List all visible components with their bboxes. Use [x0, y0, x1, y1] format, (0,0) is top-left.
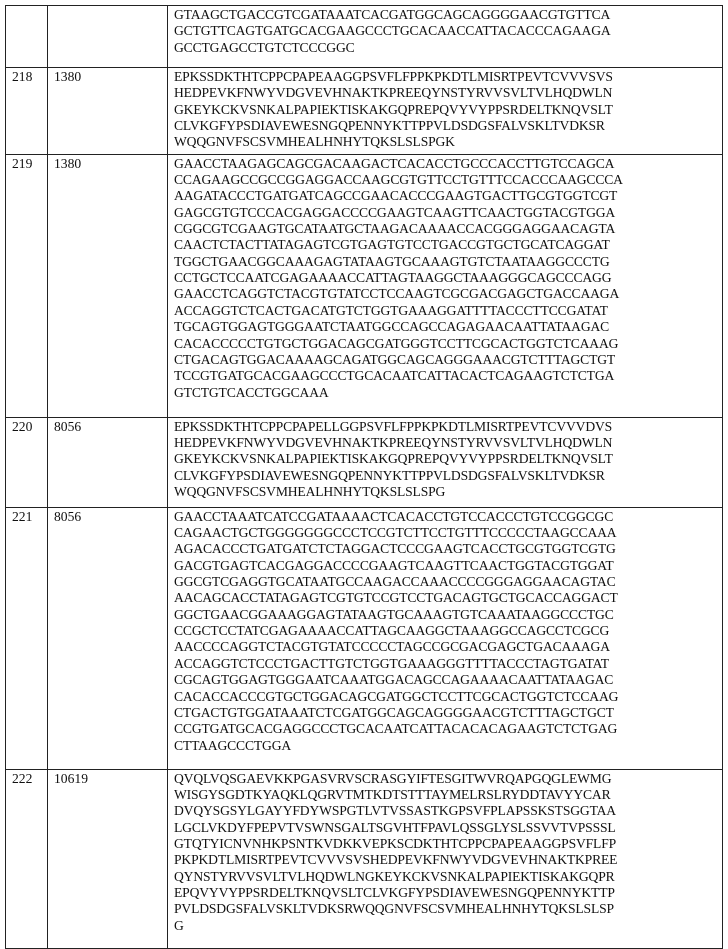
sequence-line: GAACCTCAGGTCTACGTGTATCCTCCAAGTCGCGACGAGCTGACCAAGA	[174, 286, 620, 302]
number-cell: 1380	[48, 154, 168, 417]
sequence-line: GAGCGTGTCCCACGAGGACCCCGAAGTCAAGTTCAACTGGTACGTGGA	[174, 204, 616, 220]
sequence-line: WISGYSGDTKYAQKLQGRVTMTKDTSTTTAYMELRSLRYDDTAVYYCAR	[174, 787, 611, 803]
sequence-cell	[168, 68, 723, 155]
sequence-line: CCAGAAGCCGCCGGAGGACCAAGCGTGTTCCTGTTTCCACCCAAGCCCA	[174, 172, 623, 188]
sequence-line: QVQLVQSGAEVKKPGASVRVSCRASGYIFTESGITWVRQAPGQGLEWMG	[174, 770, 612, 786]
sequence-line: QYNSTYRVVSVLTVLHQDWLNGKEYKCKVSNKALPAPIEKTISKAKGQPR	[174, 868, 615, 884]
sequence-line: GTQTYICNVNHKPSNTKVDKKVEPKSCDKTHTCPPCPAPEAAGGPSVFLFP	[174, 836, 617, 852]
number-cell: 10619	[48, 769, 168, 948]
sequence-line: GCTGTTCAGTGATGCACGAAGCCCTGCACAACCATTACACCCAGAAGA	[174, 23, 611, 39]
sequence-cell	[168, 154, 723, 417]
sequence-line: G	[174, 917, 184, 933]
table-row	[6, 68, 723, 155]
sequence-line: CACACCACCCGTGCTGGACAGCGATGGCTCCTTCGCACTGGTCTCCAAG	[174, 688, 619, 704]
sequence-line: CGCAGTGGAGTGGGAATCAAATGGACAGCCAGAAAACAATTATAAGAC	[174, 672, 614, 688]
sequence-line: CCGCTCCTATCGAGAAAACCATTAGCAAGGCTAAAGGCCAGCCTCGCG	[174, 623, 610, 639]
number-cell	[48, 6, 168, 68]
sequence-table-body	[6, 6, 723, 949]
sequence-line: LGCLVKDYFPEPVTVSWNSGALTSGVHTFPAVLQSSGLYSLSSVVTVPSSSL	[174, 819, 616, 835]
sequence-line: EPQVYVYPPSRDELTKNQVSLTCLVKGFYPSDIAVEWESNGQPENNYKTTP	[174, 885, 615, 901]
sequence-cell	[168, 6, 723, 68]
sequence-line: HEDPEVKFNWYVDGVEVHNAKTKPREEQYNSTYRVVSVLTVLHQDWLN	[174, 85, 613, 101]
sequence-cell	[168, 507, 723, 769]
sequence-table	[5, 5, 723, 949]
sequence-line: GKEYKCKVSNKALPAPIEKTISKAKGQPREPQVYVYPPSRDELTKNQVSLT	[174, 101, 613, 117]
table-row	[6, 6, 723, 68]
seq-id-cell: 220	[6, 417, 48, 507]
sequence-line: PKPKDTLMISRTPEVTCVVVSVSHEDPEVKFNWYVDGVEVHNAKTKPREE	[174, 852, 618, 868]
number-cell: 8056	[48, 507, 168, 769]
sequence-line: CCGTGATGCACGAGGCCCTGCACAATCATTACACACAGAAGTCTCTGAG	[174, 721, 618, 737]
sequence-line: GCCTGAGCCTGTCTCCCGGC	[174, 39, 355, 55]
sequence-line: HEDPEVKFNWYVDGVEVHNAKTKPREEQYNSTYRVVSVLTVLHQDWLN	[174, 435, 613, 451]
sequence-line: ACCAGGTCTCACTGACATGTCTGGTGAAAGGATTTTACCCTTCCGATAT	[174, 302, 608, 318]
seq-id-cell: 221	[6, 507, 48, 769]
sequence-line: AAGATACCCTGATGATCAGCCGAACACCCGAAGTGACTTGCGTGGTCGT	[174, 188, 618, 204]
sequence-line: GTCTGTCACCTGGCAAA	[174, 384, 329, 400]
sequence-line: GGCTGAACGGAAAGGAGTATAAGTGCAAAGTGTCAAATAAGGCCCTGC	[174, 606, 614, 622]
sequence-cell	[168, 769, 723, 948]
table-row	[6, 154, 723, 417]
sequence-line: CTTAAGCCCTGGA	[174, 737, 292, 753]
sequence-line: TCCGTGATGCACGAAGCCCTGCACAATCATTACACTCAGAAGTCTCTGA	[174, 368, 615, 384]
sequence-line: TGGCTGAACGGCAAAGAGTATAAGTGCAAAGTGTCTAATAAGGCCCTG	[174, 253, 610, 269]
table-row	[6, 769, 723, 948]
sequence-line: EPKSSDKTHTCPPCPAPEAAGGPSVFLFPPKPKDTLMISRTPEVTCVVVSVS	[174, 69, 613, 84]
table-row	[6, 507, 723, 769]
seq-id-cell	[6, 6, 48, 68]
sequence-line: AGACACCCTGATGATCTCTAGGACTCCCGAAGTCACCTGCGTGGTCGTG	[174, 541, 616, 557]
sequence-line: CLVKGFYPSDIAVEWESNGQPENNYKTTPPVLDSDGSFALVSKLTVDKSR	[174, 118, 605, 134]
sequence-line: DVQYSGSYLGAYYFDYWSPGTLVTVSSASTKGPSVFPLAPSSKSTSGGTAA	[174, 803, 616, 819]
sequence-line: WQQGNVFSCSVMHEALHNHYTQKSLSLSPGK	[174, 134, 455, 150]
sequence-line: AACAGCACCTATAGAGTCGTGTCCGTCCTGACAGTGCTGCACCAGGACT	[174, 590, 618, 606]
sequence-line: TGCAGTGGAGTGGGAATCTAATGGCCAGCCAGAGAACAATTATAAGAC	[174, 319, 610, 335]
sequence-line: WQQGNVFSCSVMHEALHNHYTQKSLSLSPG	[174, 484, 446, 500]
seq-id-cell: 219	[6, 154, 48, 417]
sequence-line: CLVKGFYPSDIAVEWESNGQPENNYKTTPPVLDSDGSFALVSKLTVDKSR	[174, 467, 605, 483]
sequence-line: CACACCCCCTGTGCTGGACAGCGATGGGTCCTTCGCACTGGTCTCAAAG	[174, 335, 619, 351]
number-cell: 1380	[48, 68, 168, 155]
sequence-line: GAACCTAAGAGCAGCGACAAGACTCACACCTGCCCACCTTGTCCAGCA	[174, 155, 615, 171]
sequence-line: CAGAACTGCTGGGGGGGCCCTCCGTCTTCCTGTTTCCCCCTAAGCCAAA	[174, 525, 617, 541]
sequence-line: AACCCCAGGTCTACGTGTATCCCCCTAGCCGCGACGAGCTGACAAAGA	[174, 639, 610, 655]
sequence-line: CTGACAGTGGACAAAAGCAGATGGCAGCAGGGAAACGTCTTTAGCTGT	[174, 351, 616, 367]
sequence-line: ACCAGGTCTCCCTGACTTGTCTGGTGAAAGGGTTTTACCCTAGTGATAT	[174, 655, 609, 671]
sequence-line: EPKSSDKTHTCPPCPAPELLGGPSVFLFPPKPKDTLMISRTPEVTCVVVDVS	[174, 418, 613, 434]
seq-id-cell: 218	[6, 68, 48, 155]
seq-id-cell: 222	[6, 769, 48, 948]
sequence-cell	[168, 417, 723, 507]
sequence-line: PVLDSDGSFALVSKLTVDKSRWQQGNVFSCSVMHEALHNHYTQKSLSLSP	[174, 901, 614, 917]
sequence-line: CGGCGTCGAAGTGCATAATGCTAAGACAAAACCACGGGAGGAACAGTA	[174, 221, 616, 237]
sequence-line: GKEYKCKVSNKALPAPIEKTISKAKGQPREPQVYVYPPSRDELTKNQVSLT	[174, 451, 613, 467]
sequence-line: CAACTCTACTTATAGAGTCGTGAGTGTCCTGACCGTGCTGCATCAGGAT	[174, 237, 610, 253]
sequence-line: GACGTGAGTCACGAGGACCCCGAAGTCAAGTTCAACTGGTACGTGGAT	[174, 557, 614, 573]
sequence-line: CCTGCTCCAATCGAGAAAACCATTAGTAAGGCTAAAGGGCAGCCCAGG	[174, 270, 612, 286]
sequence-line: GTAAGCTGACCGTCGATAAATCACGATGGCAGCAGGGGAACGTGTTCA	[174, 7, 611, 22]
number-cell: 8056	[48, 417, 168, 507]
sequence-line: GGCGTCGAGGTGCATAATGCCAAGACCAAACCCCGGGAGGAACAGTAC	[174, 574, 616, 590]
sequence-line: GAACCTAAATCATCCGATAAAACTCACACCTGTCCACCCTGTCCGGCGC	[174, 508, 614, 524]
sequence-line: CTGACTGTGGATAAATCTCGATGGCAGCAGGGGAACGTCTTTAGCTGCT	[174, 704, 614, 720]
table-row	[6, 417, 723, 507]
